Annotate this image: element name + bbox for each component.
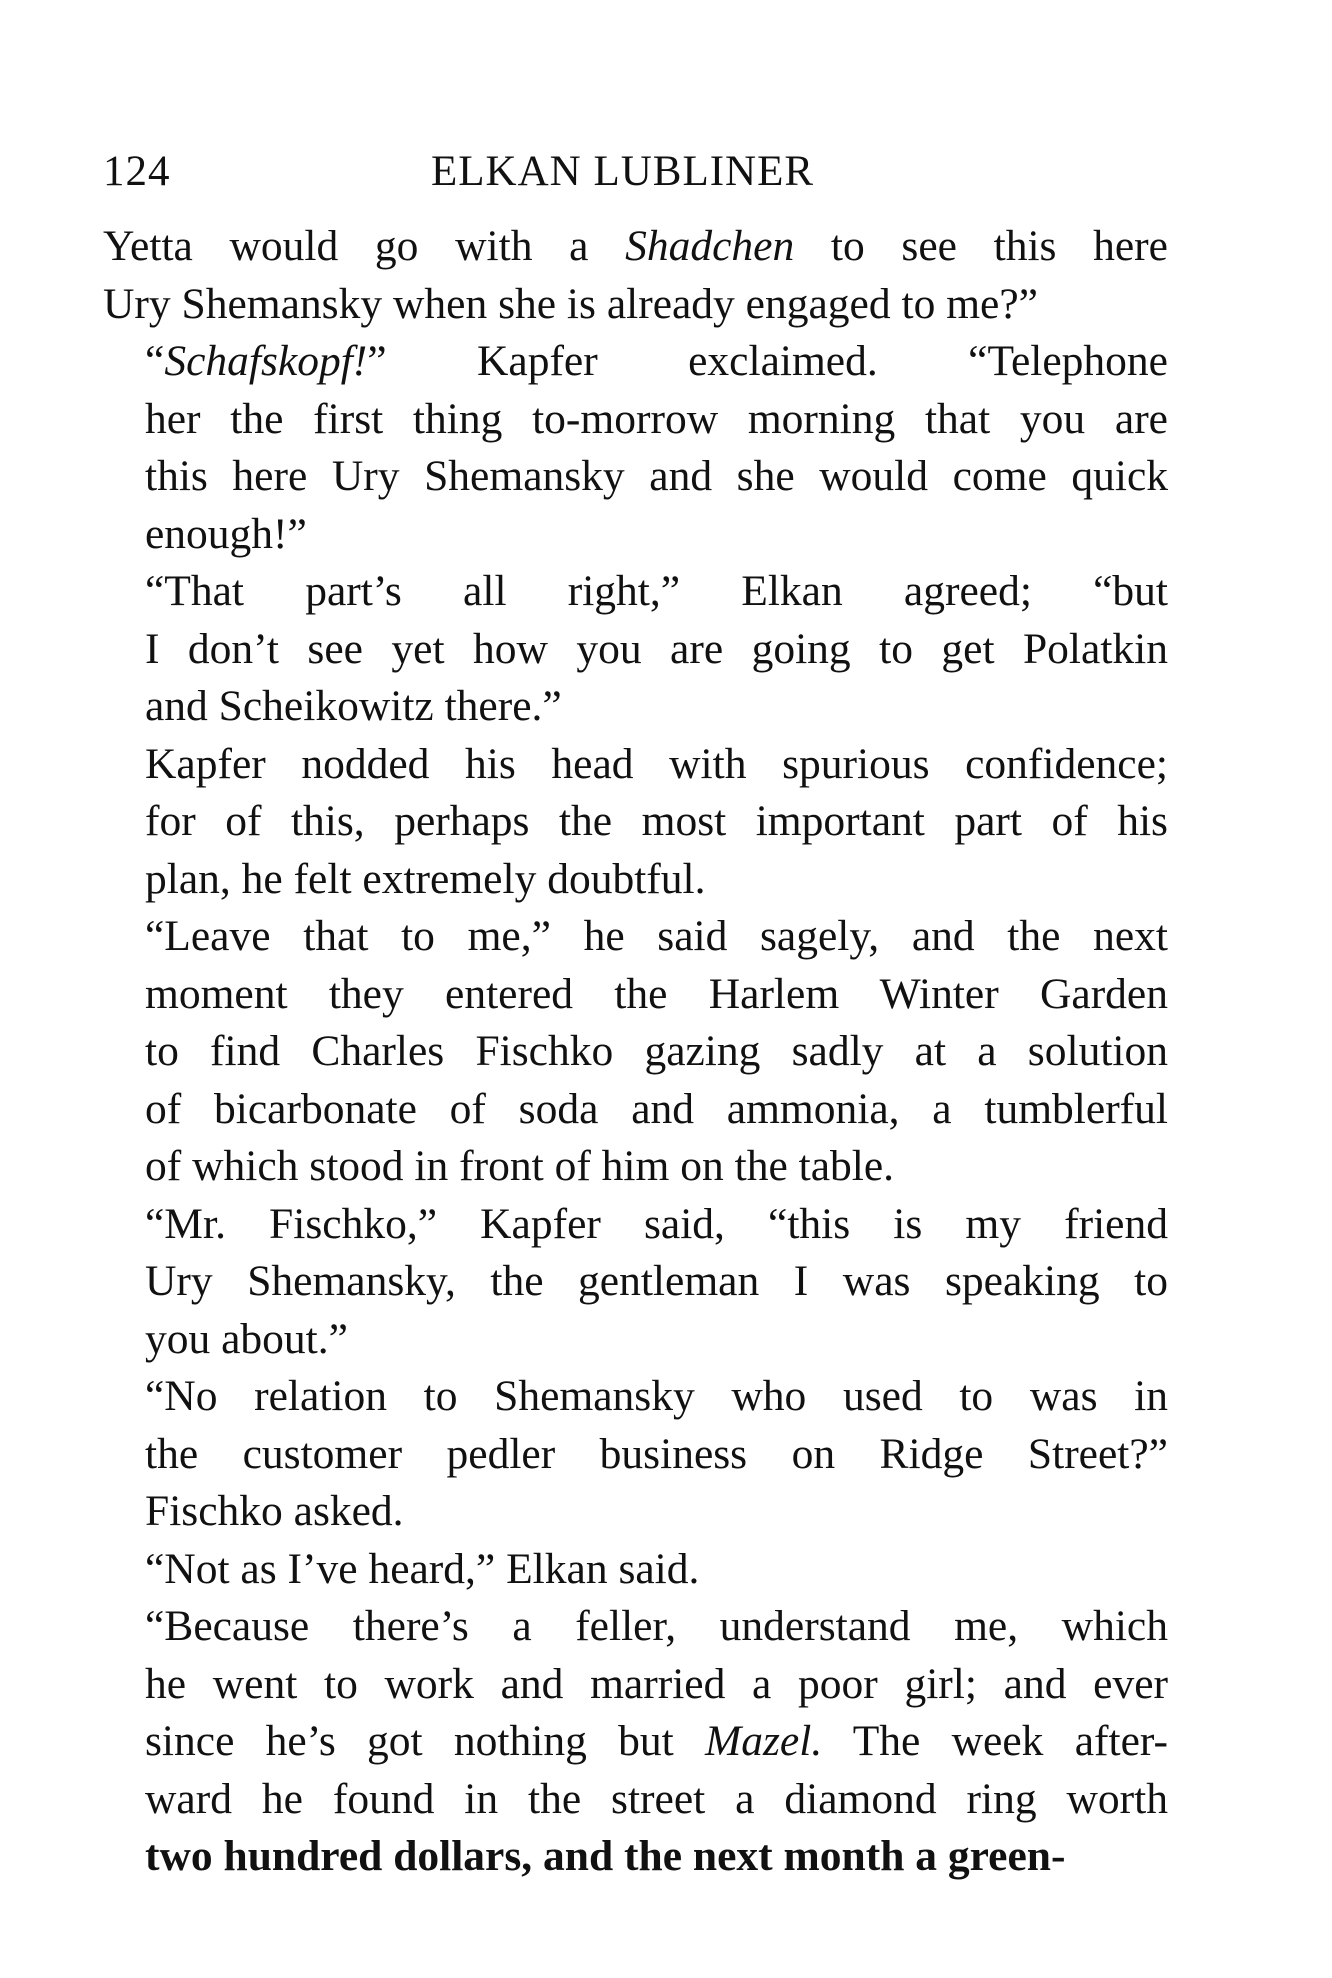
- text-line: [103, 563, 1168, 621]
- text-line: [103, 1253, 1168, 1311]
- paragraph: [103, 736, 1168, 909]
- text-run: plan, he felt extremely doubtful.: [145, 854, 706, 903]
- text-line: [103, 1656, 1168, 1714]
- text-run: Ury Shemansky when she is already engaged to me?”: [103, 279, 1038, 328]
- text-run: Kapfer nodded his head with spurious confidence;: [145, 739, 1168, 788]
- text-run: ward he found in the street a diamond ring worth: [145, 1774, 1168, 1823]
- text-line: [103, 1311, 1168, 1369]
- text-run: The week after-: [822, 1717, 1168, 1765]
- text-run: you about.”: [145, 1314, 348, 1363]
- text-run: he went to work and married a poor girl; and ever: [145, 1659, 1168, 1708]
- text-run: ” Kapfer exclaimed. “Telephone: [367, 337, 1168, 385]
- text-line: [103, 506, 1168, 564]
- text-line: [103, 1138, 1168, 1196]
- text-run: Ury Shemansky, the gentleman I was speaking to: [145, 1257, 1168, 1305]
- text-line: [103, 1483, 1168, 1541]
- text-line: [103, 736, 1168, 794]
- text-line: [103, 1713, 1168, 1771]
- paragraph: [103, 908, 1168, 1196]
- paragraph: [103, 1541, 1168, 1599]
- italic-text: Shadchen: [625, 222, 795, 270]
- text-run: to find Charles Fischko gazing sadly at a solution: [145, 1027, 1168, 1075]
- text-line: [103, 908, 1168, 966]
- text-run: “No relation to Shemansky who used to was in: [145, 1372, 1168, 1420]
- text-run: the customer pedler business on Ridge Street?”: [145, 1429, 1168, 1478]
- body-text: [103, 218, 1168, 1886]
- text-run: enough!”: [145, 509, 307, 558]
- text-run: and Scheikowitz there.”: [145, 682, 562, 730]
- text-line: [103, 448, 1168, 506]
- text-line: [103, 1368, 1168, 1426]
- text-run: Fischko asked.: [145, 1487, 404, 1535]
- text-line: [103, 1426, 1168, 1484]
- text-run: “Mr. Fischko,” Kapfer said, “this is my friend: [145, 1199, 1168, 1248]
- text-run: Yetta would go with a: [103, 222, 626, 270]
- text-line: [103, 1541, 1168, 1599]
- text-line: [103, 218, 1168, 276]
- text-run: to see this here: [794, 222, 1168, 270]
- text-line: [103, 1023, 1168, 1081]
- text-line: [103, 1771, 1168, 1829]
- text-run: two hundred dollars, and the next month a green-: [145, 1832, 1066, 1880]
- page-number: 124: [103, 148, 171, 195]
- running-title: ELKAN LUBLINER: [431, 148, 815, 195]
- paragraph: [103, 333, 1168, 563]
- text-line: [103, 621, 1168, 679]
- text-run: for of this, perhaps the most important part of his: [145, 797, 1168, 845]
- paragraph: [103, 1196, 1168, 1369]
- text-run: this here Ury Shemansky and she would come quick: [145, 452, 1168, 500]
- text-run: her the first thing to-morrow morning that you are: [145, 394, 1168, 443]
- running-header: [103, 148, 1168, 196]
- text-run: of bicarbonate of soda and ammonia, a tumblerful: [145, 1084, 1168, 1133]
- text-line: [103, 333, 1168, 391]
- text-line: [103, 793, 1168, 851]
- italic-text: Schafskopf!: [164, 337, 368, 385]
- text-line: [103, 1081, 1168, 1139]
- text-run: “Because there’s a feller, understand me, which: [145, 1602, 1168, 1650]
- text-line: [103, 678, 1168, 736]
- text-run: of which stood in front of him on the table.: [145, 1142, 895, 1190]
- text-line: [103, 1196, 1168, 1254]
- text-run: “Not as I’ve heard,” Elkan said.: [145, 1544, 700, 1593]
- text-run: “: [145, 337, 165, 385]
- italic-text: Mazel.: [705, 1717, 823, 1765]
- text-run: “That part’s all right,” Elkan agreed; “but: [145, 567, 1168, 615]
- text-run: since he’s got nothing but: [145, 1717, 706, 1765]
- paragraph: [103, 1598, 1168, 1886]
- text-run: I don’t see yet how you are going to get Polatkin: [145, 624, 1168, 673]
- paragraph: [103, 218, 1168, 333]
- text-line: [103, 966, 1168, 1024]
- text-line: [103, 1598, 1168, 1656]
- text-run: moment they entered the Harlem Winter Garden: [145, 969, 1168, 1018]
- paragraph: [103, 563, 1168, 736]
- text-run: “Leave that to me,” he said sagely, and the next: [145, 912, 1168, 960]
- text-line: [103, 391, 1168, 449]
- text-line: [103, 276, 1168, 334]
- text-line: [103, 1828, 1168, 1886]
- paragraph: [103, 1368, 1168, 1541]
- text-line: [103, 851, 1168, 909]
